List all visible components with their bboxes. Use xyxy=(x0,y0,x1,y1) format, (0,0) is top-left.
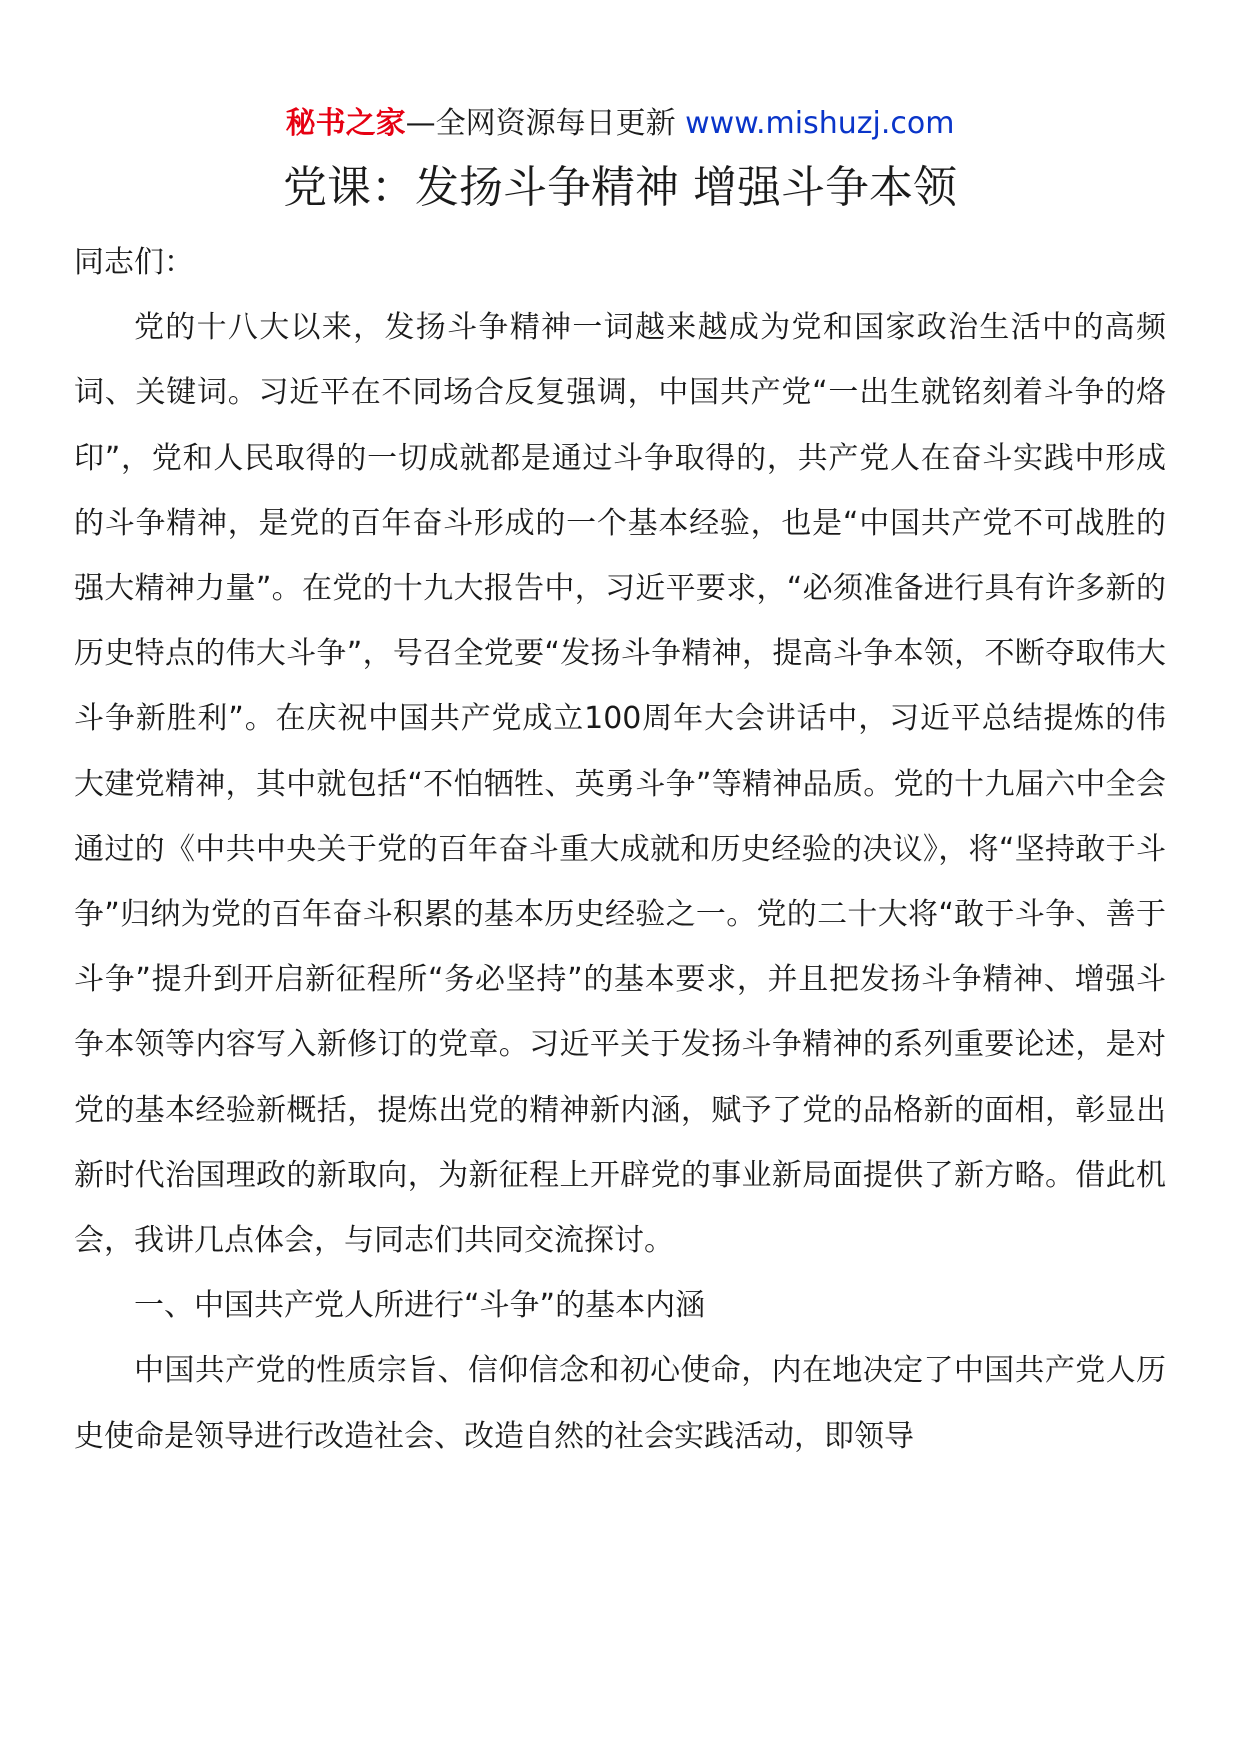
brand-name: 秘书之家 xyxy=(285,106,406,141)
document-title: 党课：发扬斗争精神 增强斗争本领 xyxy=(283,162,957,213)
site-slogan: —全网资源每日更新 xyxy=(405,106,676,141)
section-heading-1: 一、中国共产党人所进行“斗争”的基本内涵 xyxy=(134,1288,706,1324)
site-header xyxy=(0,104,1240,144)
salutation: 同志们： xyxy=(74,245,194,280)
paragraph-intro: 党的十八大以来，发扬斗争精神一词越来越成为党和国家政治生活中的高频词、关键词。习近平在不同场合反复强调，中国共产党“一出生就铭刻着斗争的烙印”，党和人民取得的一切成就都是通过斗争取得的，共产党人在奋斗实践中形成的斗争精神，是党的百年奋斗形成的一个基本经验，也是“中国共产党不可战胜的强大精神力量”。在党的十九大报告中，习近平要求，“必须准备进行具有许多新的历史特点的伟大斗争”，号召全党要“发扬斗争精神，提高斗争本领，不断夺取伟大斗争新胜利”。在庆祝中国共产党成立100周年大会讲话中，习近平总结提炼的伟大建党精神，其中就包括“不怕牺牲、英勇斗争”等精神品质。党的十九届六中全会通过的《中共中央关于党的百年奋斗重大成就和历史经验的决议》，将“坚持敢于斗争”归纳为党的百年奋斗积累的基本历史经验之一。党的二十大将“敢于斗争、善于斗争”提升到开启新征程所“务必坚持”的基本要求，并且把发扬斗争精神、增强斗争本领等内容写入新修订的党章。习近平关于发扬斗争精神的系列重要论述，是对党的基本经验新概括，提炼出党的精神新内涵，赋予了党的品格新的面相，彰显出新时代治国理政的新取向，为新征程上开辟党的事业新局面提供了新方略。借此机会，我讲几点体会，与同志们共同交流探讨。 xyxy=(74,310,1166,1259)
site-url-link[interactable]: www.mishuzj.com xyxy=(685,106,955,141)
paragraph-section-1: 中国共产党的性质宗旨、信仰信念和初心使命，内在地决定了中国共产党人历史使命是领导进行改造社会、改造自然的社会实践活动，即领导 xyxy=(74,1353,1166,1454)
document-body xyxy=(74,230,1166,1469)
